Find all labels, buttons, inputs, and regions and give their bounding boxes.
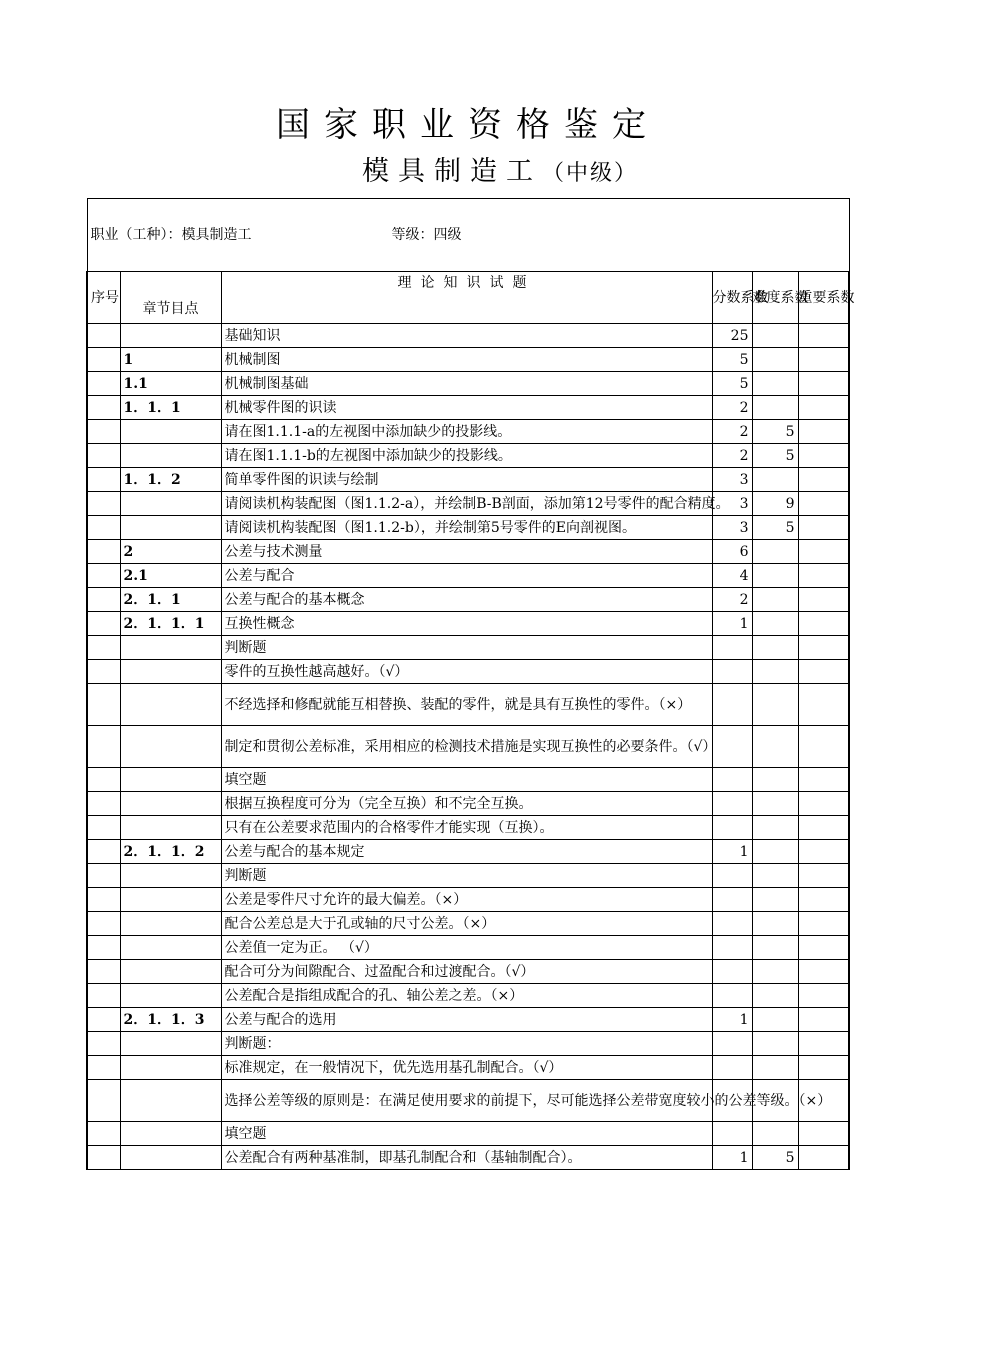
row-difficulty: [752, 540, 798, 564]
row-chapter: [120, 888, 221, 912]
row-chapter: [120, 936, 221, 960]
row-score: [712, 636, 752, 660]
table-row: [87, 1122, 849, 1146]
table-row: [87, 444, 849, 468]
row-importance: [798, 564, 849, 588]
row-difficulty: [752, 1008, 798, 1032]
row-text: 机械零件图的识读: [221, 396, 712, 420]
row-score: 25: [712, 324, 752, 348]
row-difficulty: [752, 768, 798, 792]
table-row: [87, 768, 849, 792]
row-text: 公差与技术测量: [221, 540, 712, 564]
table-row: [87, 540, 849, 564]
row-text: 简单零件图的识读与绘制: [221, 468, 712, 492]
row-score: [712, 792, 752, 816]
row-chapter: 1．1．1: [120, 396, 221, 420]
row-importance: [798, 660, 849, 684]
row-seq: [87, 324, 120, 348]
row-seq: [87, 792, 120, 816]
row-importance: [798, 1032, 849, 1056]
table-row: [87, 816, 849, 840]
row-difficulty: [752, 396, 798, 420]
row-importance: [798, 348, 849, 372]
row-text: 判断题: [221, 636, 712, 660]
row-chapter: [120, 768, 221, 792]
row-difficulty: 5: [752, 516, 798, 540]
row-importance: [798, 444, 849, 468]
row-difficulty: [752, 816, 798, 840]
row-importance: [798, 540, 849, 564]
table-row: [87, 468, 849, 492]
row-difficulty: 5: [752, 1146, 798, 1170]
row-text: 填空题: [221, 768, 712, 792]
row-seq: [87, 444, 120, 468]
row-difficulty: 9: [752, 492, 798, 516]
row-difficulty: [752, 888, 798, 912]
row-chapter: [120, 492, 221, 516]
table-row: [87, 936, 849, 960]
row-score: [712, 984, 752, 1008]
row-score: [712, 1056, 752, 1080]
table-row: [87, 564, 849, 588]
table-row: [87, 612, 849, 636]
row-chapter: 2．1．1．3: [120, 1008, 221, 1032]
row-importance: [798, 984, 849, 1008]
row-importance: [798, 816, 849, 840]
row-chapter: [120, 1122, 221, 1146]
table-row: [87, 372, 849, 396]
row-score: 2: [712, 588, 752, 612]
row-score: 5: [712, 372, 752, 396]
row-difficulty: [752, 612, 798, 636]
table-row: [87, 636, 849, 660]
row-difficulty: [752, 588, 798, 612]
grade-label: 等级：四级: [391, 227, 462, 243]
row-score: 6: [712, 540, 752, 564]
row-difficulty: 5: [752, 420, 798, 444]
row-chapter: [120, 324, 221, 348]
row-chapter: [120, 1146, 221, 1170]
row-difficulty: [752, 960, 798, 984]
row-text: 机械制图: [221, 348, 712, 372]
table-row: [87, 960, 849, 984]
row-score: 4: [712, 564, 752, 588]
row-score: [712, 816, 752, 840]
row-score: [712, 888, 752, 912]
row-score: [712, 912, 752, 936]
row-chapter: 2.1: [120, 564, 221, 588]
row-seq: [87, 348, 120, 372]
row-importance: [798, 840, 849, 864]
row-seq: [87, 840, 120, 864]
table-header-banner: [87, 199, 849, 272]
row-difficulty: [752, 636, 798, 660]
row-difficulty: [752, 684, 798, 726]
row-score: 3: [712, 516, 752, 540]
row-seq: [87, 1032, 120, 1056]
row-importance: [798, 588, 849, 612]
row-seq: [87, 864, 120, 888]
row-score: [712, 660, 752, 684]
row-difficulty: [752, 936, 798, 960]
row-seq: [87, 1122, 120, 1146]
row-chapter: 2: [120, 540, 221, 564]
row-chapter: [120, 960, 221, 984]
row-chapter: [120, 816, 221, 840]
row-importance: [798, 1008, 849, 1032]
row-seq: [87, 888, 120, 912]
row-score: 1: [712, 1008, 752, 1032]
row-score: 2: [712, 396, 752, 420]
table-row: [87, 726, 849, 768]
row-text: 公差是零件尺寸允许的最大偏差。（×）: [221, 888, 712, 912]
table-row: [87, 396, 849, 420]
occupation-label: 职业（工种）：模具制造工: [90, 227, 252, 243]
row-importance: [798, 768, 849, 792]
col-seq-header: 序号: [87, 272, 120, 324]
row-text: 公差与配合的基本概念: [221, 588, 712, 612]
row-importance: [798, 372, 849, 396]
subtitle-main: 模具制造工: [361, 156, 542, 187]
row-importance: [798, 1146, 849, 1170]
row-importance: [798, 912, 849, 936]
row-score: 1: [712, 1146, 752, 1170]
row-seq: [87, 1008, 120, 1032]
row-score: [712, 960, 752, 984]
row-score: 3: [712, 468, 752, 492]
table-row: [87, 420, 849, 444]
row-seq: [87, 420, 120, 444]
row-chapter: [120, 864, 221, 888]
table-row: [87, 660, 849, 684]
row-importance: [798, 684, 849, 726]
row-difficulty: [752, 1056, 798, 1080]
row-seq: [87, 1146, 120, 1170]
row-score: 5: [712, 348, 752, 372]
row-seq: [87, 816, 120, 840]
col-chapter-header: 章节目点: [120, 272, 221, 324]
row-seq: [87, 372, 120, 396]
row-importance: [798, 324, 849, 348]
row-seq: [87, 768, 120, 792]
row-seq: [87, 1056, 120, 1080]
row-importance: [798, 516, 849, 540]
row-importance: [798, 492, 849, 516]
page-title: 国家职业资格鉴定: [276, 105, 660, 145]
row-chapter: 1.1: [120, 372, 221, 396]
row-text: 标准规定，在一般情况下，优先选用基孔制配合。（√）: [221, 1056, 712, 1080]
row-text: 只有在公差要求范围内的合格零件才能实现（互换）。: [221, 816, 712, 840]
row-chapter: [120, 660, 221, 684]
row-importance: [798, 888, 849, 912]
row-importance: [798, 792, 849, 816]
row-difficulty: [752, 984, 798, 1008]
row-chapter: [120, 1080, 221, 1122]
table-row: [87, 492, 849, 516]
row-text: 公差配合有两种基准制，即基孔制配合和（基轴制配合）。: [221, 1146, 712, 1170]
row-difficulty: [752, 564, 798, 588]
row-seq: [87, 684, 120, 726]
row-text: 判断题：: [221, 1032, 712, 1056]
row-text: 机械制图基础: [221, 372, 712, 396]
row-difficulty: [752, 726, 798, 768]
row-score: [712, 936, 752, 960]
row-chapter: [120, 516, 221, 540]
row-score: [712, 684, 752, 726]
row-seq: [87, 612, 120, 636]
row-difficulty: [752, 864, 798, 888]
row-seq: [87, 492, 120, 516]
row-text: 不经选择和修配就能互相替换、装配的零件，就是具有互换性的零件。（×）: [221, 684, 712, 726]
row-difficulty: 5: [752, 444, 798, 468]
table-row: [87, 1080, 849, 1122]
row-seq: [87, 984, 120, 1008]
table-row: [87, 984, 849, 1008]
row-difficulty: [752, 468, 798, 492]
row-chapter: [120, 1056, 221, 1080]
col-score-header: 分数系数: [712, 272, 752, 324]
row-score: 3: [712, 492, 752, 516]
row-difficulty: [752, 660, 798, 684]
table-row: [87, 516, 849, 540]
row-chapter: 2．1．1．1: [120, 612, 221, 636]
row-text: 互换性概念: [221, 612, 712, 636]
row-text: 公差配合是指组成配合的孔、轴公差之差。（×）: [221, 984, 712, 1008]
row-seq: [87, 912, 120, 936]
row-chapter: 1: [120, 348, 221, 372]
table-row: [87, 912, 849, 936]
table-row: [87, 1008, 849, 1032]
row-importance: [798, 468, 849, 492]
row-text: 配合可分为间隙配合、过盈配合和过渡配合。（√）: [221, 960, 712, 984]
row-importance: [798, 864, 849, 888]
col-difficulty-header: 难度系数: [752, 272, 798, 324]
row-chapter: 2．1．1: [120, 588, 221, 612]
row-chapter: [120, 444, 221, 468]
row-importance: [798, 396, 849, 420]
row-seq: [87, 660, 120, 684]
row-seq: [87, 1080, 120, 1122]
row-chapter: [120, 420, 221, 444]
table-row: [87, 1146, 849, 1170]
row-text: 公差值一定为正。 （√）: [221, 936, 712, 960]
row-chapter: 2．1．1．2: [120, 840, 221, 864]
row-text: 填空题: [221, 1122, 712, 1146]
subtitle-level: （中级）: [541, 161, 638, 186]
row-seq: [87, 960, 120, 984]
row-seq: [87, 468, 120, 492]
row-chapter: [120, 684, 221, 726]
row-chapter: [120, 636, 221, 660]
row-score: [712, 768, 752, 792]
row-importance: [798, 726, 849, 768]
column-header-row: [87, 272, 849, 324]
row-text: 配合公差总是大于孔或轴的尺寸公差。（×）: [221, 912, 712, 936]
row-chapter: [120, 912, 221, 936]
row-score: 1: [712, 612, 752, 636]
table-row: [87, 840, 849, 864]
row-chapter: [120, 1032, 221, 1056]
table-row: [87, 684, 849, 726]
row-score: [712, 1122, 752, 1146]
row-chapter: 1．1．2: [120, 468, 221, 492]
table-row: [87, 1056, 849, 1080]
row-text: 请在图1.1.1-b的左视图中添加缺少的投影线。: [221, 444, 712, 468]
row-text: 零件的互换性越高越好。（√）: [221, 660, 712, 684]
row-text: 公差与配合的选用: [221, 1008, 712, 1032]
row-seq: [87, 540, 120, 564]
row-text: 判断题: [221, 864, 712, 888]
row-score: 2: [712, 420, 752, 444]
row-text: 制定和贯彻公差标准，采用相应的检测技术措施是实现互换性的必要条件。（√）: [221, 726, 712, 768]
row-chapter: [120, 984, 221, 1008]
row-chapter: [120, 726, 221, 768]
row-seq: [87, 564, 120, 588]
row-importance: [798, 612, 849, 636]
table-row: [87, 588, 849, 612]
row-difficulty: [752, 1122, 798, 1146]
row-text: 根据互换程度可分为（完全互换）和不完全互换。: [221, 792, 712, 816]
row-score: 2: [712, 444, 752, 468]
row-importance: [798, 420, 849, 444]
row-score: [712, 864, 752, 888]
row-seq: [87, 516, 120, 540]
row-seq: [87, 726, 120, 768]
table-row: [87, 1032, 849, 1056]
question-table: [86, 198, 855, 1170]
row-seq: [87, 396, 120, 420]
table-row: [87, 888, 849, 912]
row-text: 公差与配合的基本规定: [221, 840, 712, 864]
row-importance: [798, 1122, 849, 1146]
row-difficulty: [752, 324, 798, 348]
col-topic-header: 理论知识试题: [221, 272, 712, 324]
row-importance: [798, 1056, 849, 1080]
table-row: [87, 324, 849, 348]
row-score: [712, 1032, 752, 1056]
row-chapter: [120, 792, 221, 816]
table-row: [87, 864, 849, 888]
row-difficulty: [752, 792, 798, 816]
row-text: 基础知识: [221, 324, 712, 348]
row-text: 请阅读机构装配图（图1.1.2-a），并绘制B-B剖面，添加第12号零件的配合精度。: [221, 492, 712, 516]
row-difficulty: [752, 372, 798, 396]
row-seq: [87, 588, 120, 612]
row-text: 请在图1.1.1-a的左视图中添加缺少的投影线。: [221, 420, 712, 444]
row-text: 选择公差等级的原则是：在满足使用要求的前提下，尽可能选择公差带宽度较小的公差等级。（×）: [221, 1080, 712, 1122]
row-difficulty: [752, 348, 798, 372]
row-text: 公差与配合: [221, 564, 712, 588]
row-seq: [87, 636, 120, 660]
table-row: [87, 792, 849, 816]
row-difficulty: [752, 840, 798, 864]
row-importance: [798, 936, 849, 960]
page-subtitle: [0, 152, 1000, 194]
row-difficulty: [752, 912, 798, 936]
row-importance: [798, 636, 849, 660]
col-importance-header: 重要系数: [798, 272, 849, 324]
table-row: [87, 348, 849, 372]
row-text: 请阅读机构装配图（图1.1.2-b），并绘制第5号零件的E向剖视图。: [221, 516, 712, 540]
row-difficulty: [752, 1032, 798, 1056]
row-score: [712, 726, 752, 768]
row-score: 1: [712, 840, 752, 864]
row-seq: [87, 936, 120, 960]
row-importance: [798, 960, 849, 984]
